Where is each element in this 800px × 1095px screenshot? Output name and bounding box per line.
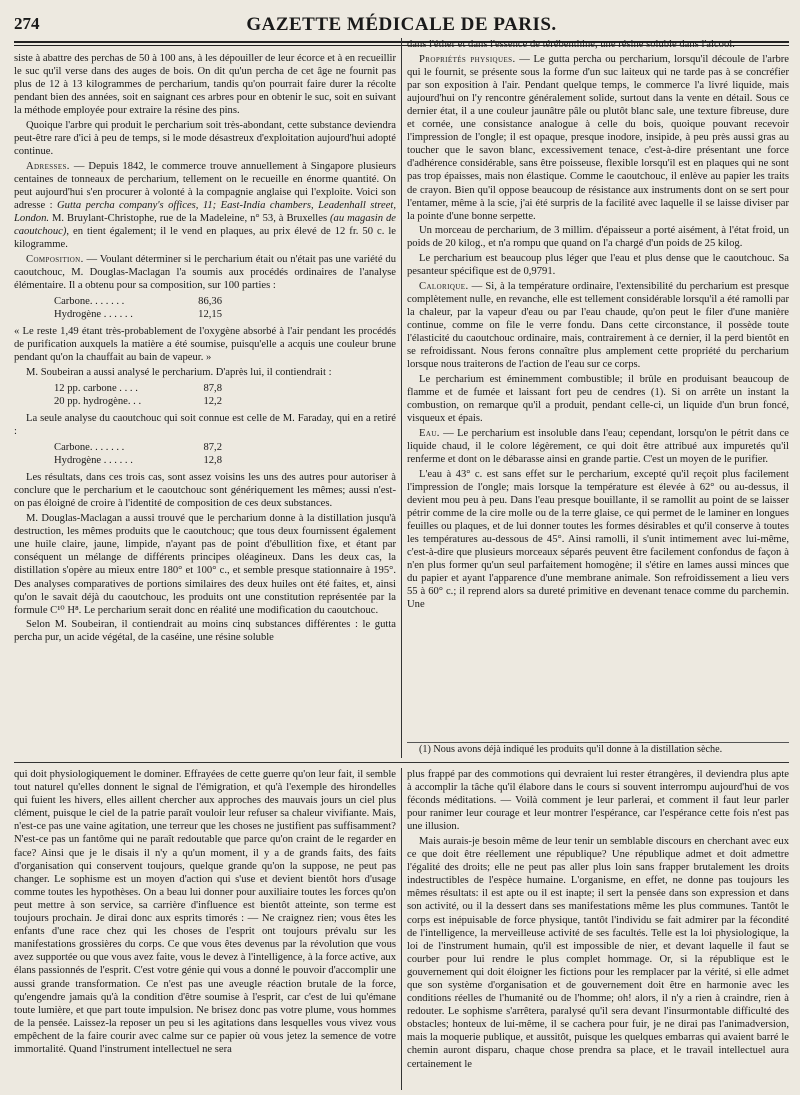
address-text: Gutta percha company's offices, 11; East-India chambers, Leadenhall street, London.: [14, 200, 396, 225]
paragraph: L'eau à 43° c. est sans effet sur le percharium, excepté qu'il reçoit plus facilement l'impression de l'ongle; mais lorsque la température est élevée à 62° ou au-dessus, il devient mou peu à peu. Dans l'eau presque bouillante, il se ramollit au point de se laisser pétrir comme de la cire molle ou de la terre glaise, ce qui permet de le laminer en longues feuilles ou plaques, et de lui donner toutes les formes désirables et qu'il conserve à toutes les températures au-dessous de 45°. Ainsi ramolli, il s'unit intimement avec lui-même, c'est-à-dire que plusieurs morceaux séparés peuvent être facilement confondus de façon à n'en plus former qu'un seul parfaitement homogène; il s'étire en lames aussi minces que du papier et ayant l'apparence d'une membrane animale. Son refroidissement a lieu vers 55 à 60° c.; il reprend alors sa dureté primitive en devenant tenace comme du parchemin. Une: [407, 468, 789, 611]
quote-paragraph: « Le reste 1,49 étant très-probablement de l'oxygène absorbé à l'air pendant les procédés de purification auxquels la matière a été soumise, puisqu'elle a acquis une couleur brune pendant qu'on la chauffait au bain de vapeur. »: [14, 326, 396, 364]
section-heading: Calorique.: [419, 280, 469, 292]
table-label: Carbone. . . . . . .: [54, 296, 125, 308]
text-run: — Voulant déterminer si le percharium était ou n'était pas une variété du caoutchouc, M. Douglas-Maclagan l'a soumis aux procédés ordinaires de l'analyse élémentaire. Il a obtenu pour sa composition, sur 100 parties :: [14, 253, 396, 292]
table-row: [54, 441, 396, 454]
paragraph: [407, 53, 789, 223]
paragraph: Le percharium est beaucoup plus léger que l'eau et plus dense que le caoutchouc. Sa pesanteur spécifique est de 0,9791.: [407, 253, 789, 278]
composition-table-3: [54, 441, 396, 467]
composition-table-1: [54, 295, 396, 321]
table-row: [54, 454, 396, 467]
paragraph: Un morceau de percharium, de 3 millim. d'épaisseur a porté aisément, à l'état froid, un poids de 20 kilog., et n'a rompu que quand on l'a chargé d'un poids de 25 kilog.: [407, 225, 789, 250]
text-run: — Si, à la température ordinaire, l'extensibilité du percharium est presque complètement nulle, en revanche, elle est tellement considérable lorsqu'il a été ramolli par la chaleur, par la vapeur d'eau ou par l'eau chaude, qu'on peut le filer d'une manière continue, comme on file le verre fondu. Dans cette circonstance, il possède toute l'élasticité du caoutchouc ordinaire, mais, contrairement à ce dernier, il la perd bientôt en se refroidissant. Nous ferons connaître plus amplement cette propriété du percharium lorsque nous traiterons de l'action de l'eau sur ce corps.: [407, 280, 789, 371]
footnote-rule: [407, 742, 789, 743]
paragraph: qui doit physiologiquement le dominer. Effrayées de cette guerre qu'on leur fait, il semble tout naturel qu'elles donnent le signal de l'émigration, et qu'à l'exemple des hirondelles qui fuient les hivers, elles aillent chercher aux approches des mauvais jours un ciel plus clément, puisque le ciel de la patrie paraît vouloir leur refuser sa chaleur vivifiante. Mais, n'est-ce pas une vaine agitation, une terreur que les choses ne justifient pas suffisamment? N'est-ce pas un fantôme qui ne paraît redoutable que parce qu'on craint de le regarder en face? Ainsi que je le disais il n'y a qu'un moment, il y a de grands faits, des faits d'organisation qui conservent toujours, quelque grande qu'on la suppose, ne peut pas changer. Le sophisme est un moyen d'action qui s'use et devient bientôt hors d'usage comme toutes les hypothèses. On a beau lui donner pour auxiliaire toutes les forces qu'on peut mettre à son service, sa carrière d'influence est bientôt atteinte, son terme est toujours prochain. Je dirai donc aux esprits timorés : — Ne craignez rien; vous êtes les enfants d'une race chez qui les choses de l'esprit ont toujours prévalu sur les manifestations grossières du corps. Ce que vous êtes devenus par la révolution que vous avez supportée ou que vous avez faite, vous le devez à l'intelligence, à la force active, aux élans passionnés de l'esprit. C'est votre génie qui vous a donné le pouvoir d'accomplir une aussi grande transformation. Ce n'est pas une aveugle réaction brutale de la force, qu'engendre jamais qu'à la condition d'être soumise à l'esprit, car c'est de lui qu'émane toute lumière, et que part toute impulsion. Ne brisez donc pas votre plume, vous hommes de la pensée. Laissez-la reposer un peu si les agitations dans lesquelles vous vivez vous empêchent de la faire courir avec calme sur ce papier où vous jetez la semence de votre immortalité. Quand l'instrument intellectuel ne sera: [14, 769, 396, 1055]
paragraph: Le percharium est éminemment combustible; il brûle en produisant beaucoup de flamme et de fumée et laissant fort peu de cendres (1). Si on arrête un instant la combustion, on remarque qu'il a produit, pendant celle-ci, un liquide d'un brun foncé, visqueux et épais.: [407, 373, 789, 425]
page-number: 274: [14, 14, 40, 33]
column-4: [407, 768, 789, 1090]
paragraph: La seule analyse du caoutchouc qui soit connue est celle de M. Faraday, qui en a retiré :: [14, 413, 396, 438]
column-divider-top: [401, 38, 402, 758]
paragraph: Selon M. Soubeiran, il contiendrait au moins cinq substances différentes : le gutta percha pur, un acide végétal, de la caséine, une résine soluble: [14, 619, 396, 644]
table-label: Hydrogène . . . . . .: [54, 455, 133, 467]
table-row: [54, 295, 396, 308]
table-value: 12,2: [203, 396, 222, 408]
paragraph: plus frappé par des commotions qui devraient lui rester étrangères, il deviendra plus apte à accomplir la tâche qu'il élabore dans le cours si souvent interrompu aujourd'hui de vos féconds méditations. — Voilà comment je leur parlerai, et comment il faut leur parler pour ranimer leur courage et leur montrer l'espérance, car l'espérance cette fois n'est pas une illusion.: [407, 769, 789, 833]
text-run: — Le gutta percha ou percharium, lorsqu'il découle de l'arbre qui le fournit, se présente sous la forme d'un suc laiteux qui ne tarde pas à se concréfier par son exposition à l'air. Pendant quelque temps, le commerce l'a livré liquide, mais aujourd'hui on l'y rencontre généralement solide, surtout dans la vente en détail. Sous ce dernier état, il a une couleur jaunâtre pâle ou plutôt blanc sale, une texture fibreuse, dure et cornée, une consistance analogue à celle du bois, quoique pouvant recevoir l'impression de l'ongle; il est opaque, presque inodore, insipide, à peu près aussi gras au toucher que le savon blanc, excessivement tenace, c'est-à-dire présentant une force d'adhérence considérable, sans être poisseuse, flexible lorsqu'il est en plaques qui ne sont pas trop épaisses, mais non élastique. Comme le caoutchouc, il enlève au papier les traits de crayon. Bien qu'il oppose beaucoup de résistance aux instruments dont on se sert pour l'entamer, même à la scie, j'ai été surpris de la facilité avec laquelle il se laisse diviser par la pointe d'une bonne serpette.: [407, 53, 789, 222]
text-run: M. Bruylant-Christophe, rue de la Madeleine, n° 53, à Bruxelles: [49, 213, 331, 225]
column-1: [14, 52, 396, 758]
column-2: [407, 38, 789, 738]
table-row: [54, 308, 396, 321]
table-row: [54, 395, 396, 408]
paragraph: Quoique l'arbre qui produit le percharium soit très-abondant, cette substance deviendra peut-être rare d'ici à peu de temps, si le mode désastreux d'exploitation aujourd'hui adopté continue.: [14, 119, 396, 158]
table-label: Hydrogène . . . . . .: [54, 309, 133, 321]
paragraph: M. Soubeiran a aussi analysé le percharium. D'après lui, il contiendrait :: [26, 366, 332, 378]
paragraph: [14, 160, 396, 252]
section-heading: Adresses.: [26, 160, 70, 172]
table-label: 20 pp. hydrogène. . .: [54, 396, 142, 408]
table-value: 87,8: [203, 383, 222, 395]
table-row: [54, 382, 396, 395]
page-title: GAZETTE MÉDICALE DE PARIS.: [246, 14, 557, 35]
paragraph: Mais aurais-je besoin même de leur tenir un semblable discours en cherchant avec eux ce que doit être réellement une république? Une république admet et doit admettre l'égalité des droits; elle ne peut pas aller plus loin sans frapper brutalement les droits indestructibles de l'espèce humaine. L'organisme, en effet, ne donne pas toujours les mêmes résultats: il est apte ou il est inapte; il sert la pensée dans son expression et dans son activité, ou il la dessert dans ses manifestations même les plus communes. Tantôt le corps est inépuisable de force physique, tantôt l'individu se fait admirer par la fécondité de l'intelligence, la merveilleuse activité de ses facultés. Telle est la loi physiologique, la loi de l'instrument humain, qu'il est impossible de nier, et devant laquelle il faut se courber pour lui rendre le plus complet hommage. Or, si la république est le gouvernement qui doit éloigner les fictions pour les remplacer par la vérité, si elle admet que son système d'organisation et de gouvernement doit être en harmonie avec les conditions réelles de l'humanité ou de l'homme; oh! alors, il n'y a rien à craindre, rien à redouter. Le sophisme s'arrêtera, paralysé qu'il sera devant l'insurmontable difficulté des obstacles; honteux de lui-même, il se cachera pour fuir, je ne dirai pas l'animadversion, mais la moquerie publique, et aussitôt, puisque les quelques embarras qui avaient barré le chemin auront disparu, chaque chose prendra sa place, et le travail intellectuel aura certainement le: [407, 835, 789, 1070]
paragraph: [14, 253, 396, 292]
paragraph: siste à abattre des perchas de 50 à 100 ans, à les dépouiller de leur écorce et à en recueillir le suc qu'il verse dans des auges de bois. On dit qu'un percha de cet âge ne fournit pas plus de 12 à 13 kilogrammes de percharium, tandis qu'on pourrait faire durer la récolte pendant bien des années, soit en saignant ces arbres pour en obtenir le suc, soit en suivant la méthode employée pour extraire la résine des pins.: [14, 53, 396, 117]
paragraph: M. Douglas-Maclagan a aussi trouvé que le percharium donne à la distillation jusqu'à destruction, les mêmes produits que le caoutchouc; que tous deux fournissent également une huile claire, jaune, limpide, n'ayant pas de point d'ébullition fixe, et étant par conséquent un mélange de différents principes oléagineux. Dans les deux cas, la distillation s'opère au mieux entre 180° et 100° c., et semble presque stationnaire à 195°. Des analyses comparatives de portions similaires des deux huiles ont été faites, et, ainsi qu'on le savait déjà du caoutchouc, les produits ont une constitution représentée par la formule C¹⁰ H⁸. Le percharium serait donc en réalité une modification du caoutchouc.: [14, 513, 396, 616]
table-label: 12 pp. carbone . . . .: [54, 383, 138, 395]
table-value: 87,2: [203, 442, 222, 454]
paragraph: [407, 427, 789, 466]
section-heading: Composition.: [26, 253, 84, 265]
text-run: — Le percharium est insoluble dans l'eau; cependant, lorsqu'on le pétrit dans ce liquide chaud, il le colore légèrement, ce qui doit être attribué aux impuretés qu'il renferme et dont on le débarasse ainsi en grande partie. C'est un moyen de le purifier.: [407, 427, 789, 465]
newspaper-page: [14, 0, 789, 1095]
footnote: (1) Nous avons déjà indiqué les produits qu'il donne à la distillation sèche.: [419, 744, 723, 755]
section-heading: Propriétés physiques.: [419, 53, 516, 65]
text-run: , en tient également; il le vend en plaques, au prix élevé de 12 fr. 50 c. le kilogramme.: [14, 226, 396, 251]
section-heading: Eau.: [419, 427, 440, 439]
address-note: (au magasin de caoutchouc): [14, 213, 396, 238]
column-divider-bottom: [401, 768, 402, 1090]
column-3: [14, 768, 396, 1090]
table-value: 12,15: [198, 309, 222, 321]
paragraph: [407, 280, 789, 372]
text-run: — Depuis 1842, le commerce trouve annuellement à Singapore plusieurs centaines de tonneaux de percharium, tellement on le recueille en énorme quantité. On peut aujourd'hui s'en procurer à volonté à la compagnie anglaise qui l'exploite. Voici son adresse :: [14, 160, 396, 212]
paragraph: Les résultats, dans ces trois cas, sont assez voisins les uns des autres pour autoriser à conclure que le percharium et le caoutchouc sont génériquement les mêmes; aussi n'est-on pas éloigné de croire à l'identité de composition de ces deux substances.: [14, 472, 396, 510]
table-label: Carbone. . . . . . .: [54, 442, 125, 454]
composition-table-2: [54, 382, 396, 408]
table-value: 86,36: [198, 296, 222, 308]
feuilleton-separator: [14, 762, 789, 763]
paragraph: dans l'éther et dans l'essence de térébenthine, une résine soluble dans l'alcool.: [407, 39, 735, 50]
table-value: 12,8: [203, 455, 222, 467]
